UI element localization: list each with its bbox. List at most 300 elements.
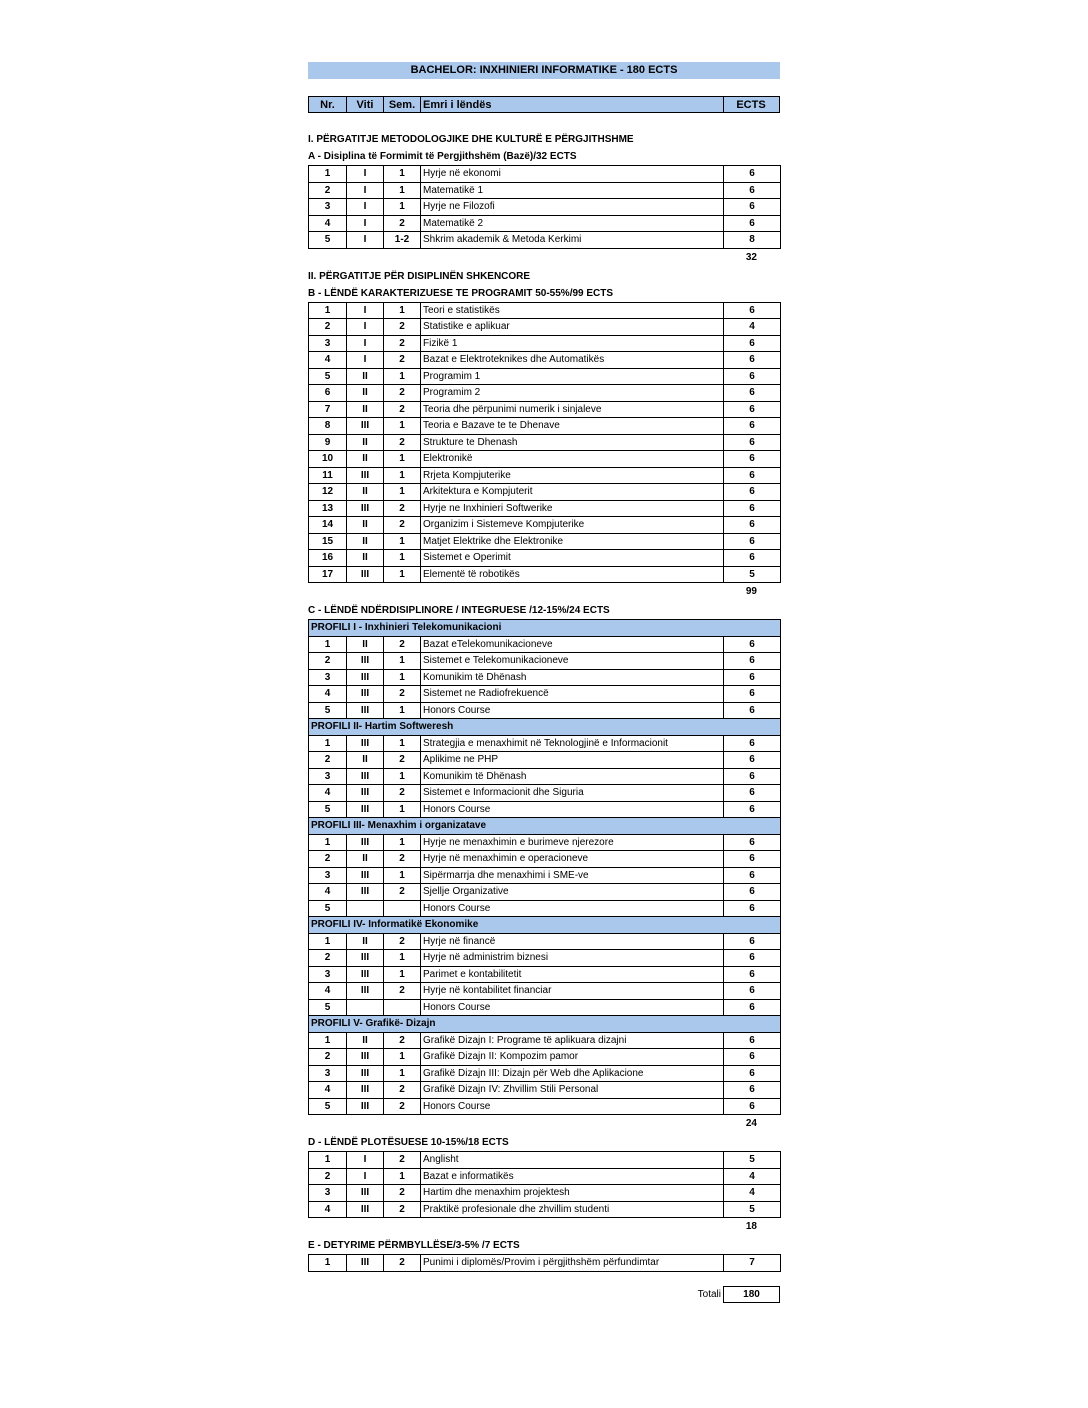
course-ects: 6 bbox=[724, 1082, 781, 1099]
course-year: III bbox=[347, 735, 384, 752]
table-row bbox=[309, 1201, 781, 1218]
course-nr: 14 bbox=[309, 517, 347, 534]
course-nr: 2 bbox=[309, 1049, 347, 1066]
table-row bbox=[309, 451, 781, 468]
course-ects: 5 bbox=[724, 566, 781, 583]
course-nr: 1 bbox=[309, 636, 347, 653]
table-row bbox=[309, 1168, 781, 1185]
course-name: Matjet Elektrike dhe Elektronike bbox=[421, 533, 724, 550]
course-name: Komunikim të Dhënash bbox=[421, 768, 724, 785]
course-name: Matematikë 2 bbox=[421, 215, 724, 232]
course-ects: 6 bbox=[724, 418, 781, 435]
course-name: Sistemet e Informacionit dhe Siguria bbox=[421, 785, 724, 802]
table-row bbox=[309, 900, 781, 917]
course-name: Teoria e Bazave te te Dhenave bbox=[421, 418, 724, 435]
course-year: II bbox=[347, 1032, 384, 1049]
course-year: III bbox=[347, 566, 384, 583]
course-semester: 2 bbox=[384, 983, 421, 1000]
course-name: Teoria dhe përpunimi numerik i sinjaleve bbox=[421, 401, 724, 418]
course-name: Strukture te Dhenash bbox=[421, 434, 724, 451]
course-year: II bbox=[347, 636, 384, 653]
table-row bbox=[309, 752, 781, 769]
course-nr: 4 bbox=[309, 686, 347, 703]
table-row bbox=[309, 785, 781, 802]
course-table bbox=[308, 1151, 781, 1218]
course-year: III bbox=[347, 1255, 384, 1272]
course-year: I bbox=[347, 352, 384, 369]
course-ects: 6 bbox=[724, 686, 781, 703]
course-year: I bbox=[347, 319, 384, 336]
course-nr: 2 bbox=[309, 950, 347, 967]
table-row bbox=[309, 801, 781, 818]
course-ects: 6 bbox=[724, 199, 781, 216]
course-semester: 1 bbox=[384, 467, 421, 484]
course-name: Honors Course bbox=[421, 900, 724, 917]
table-row bbox=[309, 983, 781, 1000]
course-name: Bazat eTelekomunikacioneve bbox=[421, 636, 724, 653]
course-ects: 6 bbox=[724, 517, 781, 534]
course-nr: 2 bbox=[309, 319, 347, 336]
course-semester: 2 bbox=[384, 636, 421, 653]
course-year: III bbox=[347, 884, 384, 901]
course-nr: 4 bbox=[309, 785, 347, 802]
course-name: Sistemet e Telekomunikacioneve bbox=[421, 653, 724, 670]
course-name: Bazat e Elektroteknikes dhe Automatikës bbox=[421, 352, 724, 369]
course-name: Hyrje ne Filozofi bbox=[421, 199, 724, 216]
course-name: Programim 2 bbox=[421, 385, 724, 402]
course-nr: 12 bbox=[309, 484, 347, 501]
course-semester: 2 bbox=[384, 500, 421, 517]
course-nr: 1 bbox=[309, 1255, 347, 1272]
course-semester: 2 bbox=[384, 851, 421, 868]
table-row bbox=[309, 1255, 781, 1272]
course-semester: 2 bbox=[384, 401, 421, 418]
header-name: Emri i lëndës bbox=[421, 97, 724, 112]
course-ects: 6 bbox=[724, 851, 781, 868]
course-nr: 2 bbox=[309, 1168, 347, 1185]
course-semester: 1 bbox=[384, 768, 421, 785]
category-title: C - LËNDË NDËRDISIPLINORE / INTEGRUESE /12-15%/24 ECTS bbox=[308, 605, 610, 616]
course-year: III bbox=[347, 834, 384, 851]
table-row bbox=[309, 182, 781, 199]
course-semester: 2 bbox=[384, 884, 421, 901]
course-nr: 2 bbox=[309, 752, 347, 769]
course-nr: 6 bbox=[309, 385, 347, 402]
course-semester: 2 bbox=[384, 319, 421, 336]
course-ects: 6 bbox=[724, 669, 781, 686]
course-nr: 3 bbox=[309, 669, 347, 686]
course-semester: 1 bbox=[384, 199, 421, 216]
course-ects: 6 bbox=[724, 302, 781, 319]
course-year: II bbox=[347, 401, 384, 418]
course-nr: 4 bbox=[309, 352, 347, 369]
table-row bbox=[309, 933, 781, 950]
profile-name: PROFILI V- Grafikë- Dizajn bbox=[309, 1016, 781, 1033]
course-name: Honors Course bbox=[421, 1098, 724, 1115]
course-nr: 4 bbox=[309, 884, 347, 901]
table-row bbox=[309, 500, 781, 517]
course-name: Praktikë profesionale dhe zhvillim studenti bbox=[421, 1201, 724, 1218]
course-year: II bbox=[347, 550, 384, 567]
course-nr: 17 bbox=[309, 566, 347, 583]
course-year: I bbox=[347, 335, 384, 352]
section-sum: 24 bbox=[745, 1118, 757, 1129]
course-name: Sistemet e Operimit bbox=[421, 550, 724, 567]
course-ects: 6 bbox=[724, 500, 781, 517]
table-row bbox=[309, 484, 781, 501]
course-semester: 2 bbox=[384, 785, 421, 802]
course-name: Grafikë Dizajn IV: Zhvillim Stili Personal bbox=[421, 1082, 724, 1099]
course-ects: 6 bbox=[724, 785, 781, 802]
course-ects: 6 bbox=[724, 484, 781, 501]
course-semester: 1 bbox=[384, 302, 421, 319]
table-row bbox=[309, 834, 781, 851]
course-year: I bbox=[347, 166, 384, 183]
course-semester: 1 bbox=[384, 451, 421, 468]
table-row bbox=[309, 566, 781, 583]
course-semester: 1 bbox=[384, 166, 421, 183]
header-ects: ECTS bbox=[736, 99, 766, 111]
course-nr: 3 bbox=[309, 768, 347, 785]
course-nr: 4 bbox=[309, 215, 347, 232]
course-nr: 11 bbox=[309, 467, 347, 484]
course-nr: 3 bbox=[309, 966, 347, 983]
course-year: III bbox=[347, 983, 384, 1000]
course-ects: 6 bbox=[724, 950, 781, 967]
course-nr: 3 bbox=[309, 1065, 347, 1082]
course-name: Hyrje në menaxhimin e operacioneve bbox=[421, 851, 724, 868]
course-ects: 6 bbox=[724, 801, 781, 818]
course-ects: 6 bbox=[724, 434, 781, 451]
course-year: III bbox=[347, 768, 384, 785]
section-title: I. PËRGATITJE METODOLOGJIKE DHE KULTURË E PËRGJITHSHME bbox=[308, 134, 634, 145]
course-table bbox=[308, 302, 781, 584]
course-nr: 3 bbox=[309, 199, 347, 216]
course-year: II bbox=[347, 451, 384, 468]
curriculum-document bbox=[308, 62, 780, 1304]
course-name: Statistike e aplikuar bbox=[421, 319, 724, 336]
course-semester: 1 bbox=[384, 867, 421, 884]
course-year: III bbox=[347, 653, 384, 670]
course-nr: 15 bbox=[309, 533, 347, 550]
course-ects: 6 bbox=[724, 752, 781, 769]
total-value: 180 bbox=[723, 1286, 780, 1303]
course-semester: 1 bbox=[384, 550, 421, 567]
profile-name: PROFILI IV- Informatikë Ekonomike bbox=[309, 917, 781, 934]
course-ects: 4 bbox=[724, 319, 781, 336]
table-row bbox=[309, 1152, 781, 1169]
table-row bbox=[309, 385, 781, 402]
course-nr: 2 bbox=[309, 653, 347, 670]
course-name: Hyrje ne menaxhimin e burimeve njerezore bbox=[421, 834, 724, 851]
course-nr: 4 bbox=[309, 1082, 347, 1099]
course-semester: 1 bbox=[384, 1049, 421, 1066]
profile-row bbox=[309, 620, 781, 637]
course-ects: 6 bbox=[724, 933, 781, 950]
course-name: Honors Course bbox=[421, 999, 724, 1016]
course-semester: 1 bbox=[384, 484, 421, 501]
course-semester: 1 bbox=[384, 1065, 421, 1082]
course-year: II bbox=[347, 851, 384, 868]
course-semester: 2 bbox=[384, 686, 421, 703]
course-name: Strategjia e menaxhimit në Teknologjinë e Informacionit bbox=[421, 735, 724, 752]
course-ects: 4 bbox=[724, 1185, 781, 1202]
table-row bbox=[309, 199, 781, 216]
course-ects: 6 bbox=[724, 999, 781, 1016]
course-ects: 6 bbox=[724, 467, 781, 484]
course-year: I bbox=[347, 302, 384, 319]
table-row bbox=[309, 335, 781, 352]
course-name: Hyrje në ekonomi bbox=[421, 166, 724, 183]
table-row bbox=[309, 1032, 781, 1049]
course-ects: 6 bbox=[724, 335, 781, 352]
course-semester: 2 bbox=[384, 434, 421, 451]
course-name: Hyrje ne Inxhinieri Softwerike bbox=[421, 500, 724, 517]
course-year: II bbox=[347, 752, 384, 769]
course-semester: 2 bbox=[384, 1201, 421, 1218]
table-row bbox=[309, 232, 781, 249]
course-ects: 6 bbox=[724, 966, 781, 983]
course-semester: 1 bbox=[384, 653, 421, 670]
course-year bbox=[347, 999, 384, 1016]
course-semester: 1 bbox=[384, 966, 421, 983]
course-name: Honors Course bbox=[421, 702, 724, 719]
table-row bbox=[309, 550, 781, 567]
profile-row bbox=[309, 917, 781, 934]
course-ects: 6 bbox=[724, 1049, 781, 1066]
course-semester: 2 bbox=[384, 352, 421, 369]
course-ects: 6 bbox=[724, 451, 781, 468]
course-ects: 6 bbox=[724, 884, 781, 901]
course-ects: 6 bbox=[724, 1032, 781, 1049]
table-header bbox=[308, 96, 780, 113]
course-year: III bbox=[347, 1201, 384, 1218]
course-semester: 1 bbox=[384, 418, 421, 435]
table-row bbox=[309, 735, 781, 752]
course-nr: 5 bbox=[309, 702, 347, 719]
course-nr: 8 bbox=[309, 418, 347, 435]
course-ects: 5 bbox=[724, 1201, 781, 1218]
course-semester: 2 bbox=[384, 385, 421, 402]
course-year: III bbox=[347, 966, 384, 983]
section-title: II. PËRGATITJE PËR DISIPLINËN SHKENCORE bbox=[308, 270, 531, 282]
course-nr: 1 bbox=[309, 834, 347, 851]
course-year: III bbox=[347, 785, 384, 802]
table-row bbox=[309, 418, 781, 435]
course-nr: 3 bbox=[309, 335, 347, 352]
course-ects: 6 bbox=[724, 533, 781, 550]
course-year: III bbox=[347, 418, 384, 435]
course-year: III bbox=[347, 467, 384, 484]
category-title: E - DETYRIME PËRMBYLLËSE/3-5% /7 ECTS bbox=[308, 1240, 520, 1251]
course-ects: 6 bbox=[724, 900, 781, 917]
course-ects: 6 bbox=[724, 368, 781, 385]
course-ects: 6 bbox=[724, 768, 781, 785]
table-row bbox=[309, 302, 781, 319]
course-year: II bbox=[347, 434, 384, 451]
course-nr: 3 bbox=[309, 867, 347, 884]
table-row bbox=[309, 636, 781, 653]
category-title: B - LËNDË KARAKTERIZUESE TE PROGRAMIT 50-55%/99 ECTS bbox=[308, 287, 614, 299]
course-year: I bbox=[347, 1168, 384, 1185]
course-semester: 1 bbox=[384, 950, 421, 967]
course-nr: 3 bbox=[309, 1185, 347, 1202]
course-year: III bbox=[347, 1082, 384, 1099]
course-ects: 6 bbox=[724, 702, 781, 719]
course-semester: 2 bbox=[384, 1032, 421, 1049]
course-ects: 6 bbox=[724, 1098, 781, 1115]
course-year: III bbox=[347, 1185, 384, 1202]
course-year bbox=[347, 900, 384, 917]
course-nr: 4 bbox=[309, 1201, 347, 1218]
course-ects: 6 bbox=[724, 182, 781, 199]
course-name: Elementë të robotikës bbox=[421, 566, 724, 583]
course-semester: 1 bbox=[384, 801, 421, 818]
course-semester: 2 bbox=[384, 335, 421, 352]
course-ects: 6 bbox=[724, 385, 781, 402]
table-row bbox=[309, 669, 781, 686]
table-row bbox=[309, 215, 781, 232]
course-name: Bazat e informatikës bbox=[421, 1168, 724, 1185]
table-row bbox=[309, 702, 781, 719]
course-name: Teori e statistikës bbox=[421, 302, 724, 319]
curriculum-content bbox=[308, 131, 780, 1272]
course-name: Hyrje në financë bbox=[421, 933, 724, 950]
course-nr: 5 bbox=[309, 999, 347, 1016]
course-year: I bbox=[347, 232, 384, 249]
course-name: Anglisht bbox=[421, 1152, 724, 1169]
course-semester: 1 bbox=[384, 669, 421, 686]
course-year: II bbox=[347, 933, 384, 950]
table-row bbox=[309, 434, 781, 451]
total-label: Totali bbox=[697, 1289, 721, 1300]
course-name: Rrjeta Kompjuterike bbox=[421, 467, 724, 484]
course-ects: 6 bbox=[724, 653, 781, 670]
course-year: I bbox=[347, 199, 384, 216]
course-name: Matematikë 1 bbox=[421, 182, 724, 199]
course-ects: 6 bbox=[724, 735, 781, 752]
table-row bbox=[309, 884, 781, 901]
course-name: Arkitektura e Kompjuterit bbox=[421, 484, 724, 501]
course-semester: 1-2 bbox=[384, 232, 421, 249]
table-row bbox=[309, 467, 781, 484]
course-name: Sipërmarrja dhe menaxhimi i SME-ve bbox=[421, 867, 724, 884]
course-name: Elektronikë bbox=[421, 451, 724, 468]
table-row bbox=[309, 1185, 781, 1202]
course-year: II bbox=[347, 484, 384, 501]
course-nr: 1 bbox=[309, 735, 347, 752]
course-nr: 5 bbox=[309, 1098, 347, 1115]
course-semester bbox=[384, 900, 421, 917]
course-year: II bbox=[347, 533, 384, 550]
table-row bbox=[309, 517, 781, 534]
course-semester: 2 bbox=[384, 1255, 421, 1272]
course-semester: 2 bbox=[384, 215, 421, 232]
course-name: Hyrje në administrim biznesi bbox=[421, 950, 724, 967]
course-nr: 5 bbox=[309, 801, 347, 818]
table-row bbox=[309, 851, 781, 868]
section-sum: 32 bbox=[745, 251, 757, 263]
course-year: III bbox=[347, 801, 384, 818]
course-name: Aplikime ne PHP bbox=[421, 752, 724, 769]
course-semester: 2 bbox=[384, 752, 421, 769]
table-row bbox=[309, 352, 781, 369]
course-semester: 1 bbox=[384, 834, 421, 851]
table-row bbox=[309, 368, 781, 385]
course-semester bbox=[384, 999, 421, 1016]
table-row bbox=[309, 1065, 781, 1082]
table-row bbox=[309, 653, 781, 670]
course-ects: 6 bbox=[724, 834, 781, 851]
course-name: Sjellje Organizative bbox=[421, 884, 724, 901]
table-row bbox=[309, 966, 781, 983]
course-ects: 6 bbox=[724, 867, 781, 884]
table-row bbox=[309, 533, 781, 550]
course-semester: 1 bbox=[384, 533, 421, 550]
header-nr: Nr. bbox=[309, 97, 347, 112]
course-nr: 2 bbox=[309, 851, 347, 868]
course-semester: 2 bbox=[384, 1152, 421, 1169]
header-sem: Sem. bbox=[384, 97, 421, 112]
course-semester: 1 bbox=[384, 182, 421, 199]
course-name: Grafikë Dizajn I: Programe të aplikuara dizajni bbox=[421, 1032, 724, 1049]
course-nr: 1 bbox=[309, 302, 347, 319]
course-name: Hyrje në kontabilitet financiar bbox=[421, 983, 724, 1000]
course-nr: 13 bbox=[309, 500, 347, 517]
course-semester: 1 bbox=[384, 735, 421, 752]
course-ects: 4 bbox=[724, 1168, 781, 1185]
course-nr: 1 bbox=[309, 1152, 347, 1169]
page-title: BACHELOR: INXHINIERI INFORMATIKE - 180 ECTS bbox=[308, 62, 780, 79]
category-title: D - LËNDË PLOTËSUESE 10-15%/18 ECTS bbox=[308, 1137, 509, 1148]
course-year: II bbox=[347, 368, 384, 385]
course-name: Programim 1 bbox=[421, 368, 724, 385]
course-ects: 6 bbox=[724, 983, 781, 1000]
course-year: III bbox=[347, 950, 384, 967]
profile-row bbox=[309, 719, 781, 736]
course-nr: 10 bbox=[309, 451, 347, 468]
course-ects: 6 bbox=[724, 401, 781, 418]
course-nr: 1 bbox=[309, 933, 347, 950]
table-row bbox=[309, 999, 781, 1016]
table-row bbox=[309, 319, 781, 336]
course-year: III bbox=[347, 1098, 384, 1115]
course-semester: 2 bbox=[384, 933, 421, 950]
table-row bbox=[309, 686, 781, 703]
course-semester: 1 bbox=[384, 702, 421, 719]
course-name: Parimet e kontabilitetit bbox=[421, 966, 724, 983]
table-row bbox=[309, 768, 781, 785]
table-row bbox=[309, 166, 781, 183]
course-ects: 8 bbox=[724, 232, 781, 249]
profile-name: PROFILI III- Menaxhim i organizatave bbox=[309, 818, 781, 835]
course-ects: 6 bbox=[724, 550, 781, 567]
course-semester: 2 bbox=[384, 1098, 421, 1115]
course-year: III bbox=[347, 669, 384, 686]
course-name: Hartim dhe menaxhim projektesh bbox=[421, 1185, 724, 1202]
course-year: III bbox=[347, 1049, 384, 1066]
course-year: I bbox=[347, 215, 384, 232]
course-table bbox=[308, 1254, 781, 1272]
course-name: Organizim i Sistemeve Kompjuterike bbox=[421, 517, 724, 534]
course-semester: 1 bbox=[384, 566, 421, 583]
course-year: III bbox=[347, 686, 384, 703]
course-nr: 5 bbox=[309, 232, 347, 249]
course-ects: 6 bbox=[724, 636, 781, 653]
course-year: I bbox=[347, 182, 384, 199]
course-ects: 6 bbox=[724, 166, 781, 183]
course-name: Komunikim të Dhënash bbox=[421, 669, 724, 686]
